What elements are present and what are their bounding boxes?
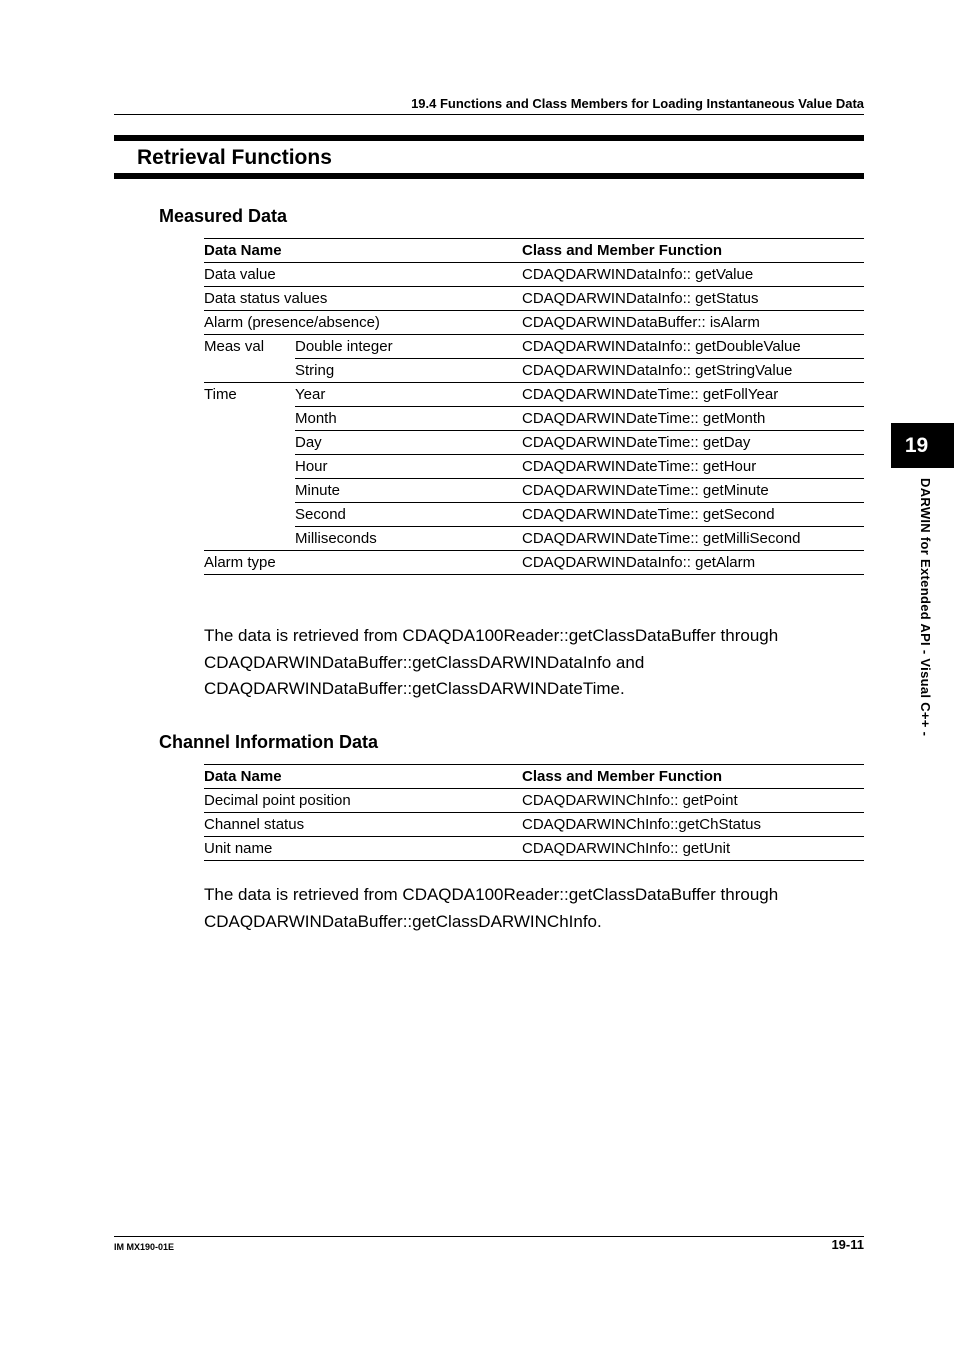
function-cell: CDAQDARWINDateTime:: getMonth (522, 407, 864, 431)
measured-data-note (204, 623, 844, 703)
column-header-function: Class and Member Function (522, 765, 864, 789)
footer-rule (114, 1236, 864, 1237)
table-row (204, 479, 864, 503)
function-cell: CDAQDARWINDataBuffer:: isAlarm (522, 311, 864, 335)
function-cell: CDAQDARWINDataInfo:: getStatus (522, 287, 864, 311)
table-row (204, 789, 864, 813)
function-cell: CDAQDARWINDateTime:: getHour (522, 455, 864, 479)
data-name-cell (204, 359, 295, 383)
function-cell: CDAQDARWINDateTime:: getSecond (522, 503, 864, 527)
function-cell: CDAQDARWINDataInfo:: getValue (522, 263, 864, 287)
data-name-cell: Decimal point position (204, 789, 522, 813)
chapter-tab (891, 423, 954, 468)
data-name-cell (204, 431, 295, 455)
function-cell: CDAQDARWINDateTime:: getMinute (522, 479, 864, 503)
note-line: CDAQDARWINDataBuffer::getClassDARWINDataInfo and (204, 652, 645, 672)
data-name-cell (204, 407, 295, 431)
table-row (204, 837, 864, 861)
table-row (204, 813, 864, 837)
table-row (204, 311, 864, 335)
table-header-row (204, 765, 864, 789)
channel-info-note (204, 882, 844, 935)
note-line: CDAQDARWINDataBuffer::getClassDARWINChInfo. (204, 911, 602, 931)
function-cell: CDAQDARWINDataInfo:: getDoubleValue (522, 335, 864, 359)
chapter-side-label: DARWIN for Extended API - Visual C++ - (918, 478, 933, 737)
data-name-cell (204, 527, 295, 551)
channel-info-heading: Channel Information Data (159, 732, 379, 752)
data-subname-cell: Month (295, 407, 522, 431)
function-cell: CDAQDARWINDataInfo:: getAlarm (522, 551, 864, 575)
title-bar-bottom (114, 173, 864, 179)
data-subname-cell: Year (295, 383, 522, 407)
column-header-function: Class and Member Function (522, 239, 864, 263)
data-name-cell: Unit name (204, 837, 522, 861)
data-subname-cell: Day (295, 431, 522, 455)
data-name-cell: Meas val (204, 338, 265, 356)
data-name-cell: Data status values (204, 287, 522, 311)
data-name-cell (204, 479, 295, 503)
channel-info-table (204, 764, 864, 861)
data-subname-cell: Minute (295, 479, 522, 503)
table-row (204, 383, 864, 407)
function-cell: CDAQDARWINDateTime:: getFollYear (522, 383, 864, 407)
function-cell: CDAQDARWINChInfo:: getPoint (522, 789, 864, 813)
footer-page-number: 19-11 (831, 1237, 864, 1252)
table-header-row (204, 239, 864, 263)
data-subname-cell: Hour (295, 455, 522, 479)
title-bar-top (114, 135, 864, 141)
table-row (204, 431, 864, 455)
chapter-number: 19 (904, 433, 929, 457)
data-subname-cell: Milliseconds (295, 527, 522, 551)
function-cell: CDAQDARWINDataInfo:: getStringValue (522, 359, 864, 383)
column-header-data-name: Data Name (204, 765, 522, 789)
table-row (204, 335, 864, 359)
table-row (204, 527, 864, 551)
data-name-cell: Channel status (204, 813, 522, 837)
data-subname-cell: Double integer (295, 335, 522, 359)
table-row (204, 359, 864, 383)
function-cell: CDAQDARWINDateTime:: getDay (522, 431, 864, 455)
table-row (204, 263, 864, 287)
data-name-cell: Data value (204, 263, 522, 287)
data-subname-cell: String (295, 359, 522, 383)
function-cell: CDAQDARWINChInfo:: getUnit (522, 837, 864, 861)
note-line: CDAQDARWINDataBuffer::getClassDARWINDateTime. (204, 679, 625, 698)
table-row (204, 503, 864, 527)
data-name-cell: Time (204, 386, 237, 404)
data-name-cell (204, 455, 295, 479)
function-cell: CDAQDARWINChInfo::getChStatus (522, 813, 864, 837)
table-row (204, 287, 864, 311)
measured-data-table (204, 238, 864, 575)
data-name-cell: Alarm (presence/absence) (204, 311, 522, 335)
function-cell: CDAQDARWINDateTime:: getMilliSecond (522, 527, 864, 551)
data-name-cell (204, 503, 295, 527)
measured-data-heading: Measured Data (159, 206, 288, 226)
table-row (204, 551, 864, 575)
table-row (204, 407, 864, 431)
data-subname-cell: Second (295, 503, 522, 527)
running-header: 19.4 Functions and Class Members for Loading Instantaneous Value Data (411, 96, 864, 111)
column-header-data-name: Data Name (204, 239, 522, 263)
page-title: Retrieval Functions (137, 146, 332, 169)
data-name-cell: Alarm type (204, 551, 522, 575)
footer-doc-id: IM MX190-01E (114, 1242, 175, 1252)
note-line: The data is retrieved from CDAQDA100Reader::getClassDataBuffer through (204, 626, 779, 645)
header-rule (114, 114, 864, 115)
note-line: The data is retrieved from CDAQDA100Reader::getClassDataBuffer through (204, 885, 779, 904)
table-row (204, 455, 864, 479)
